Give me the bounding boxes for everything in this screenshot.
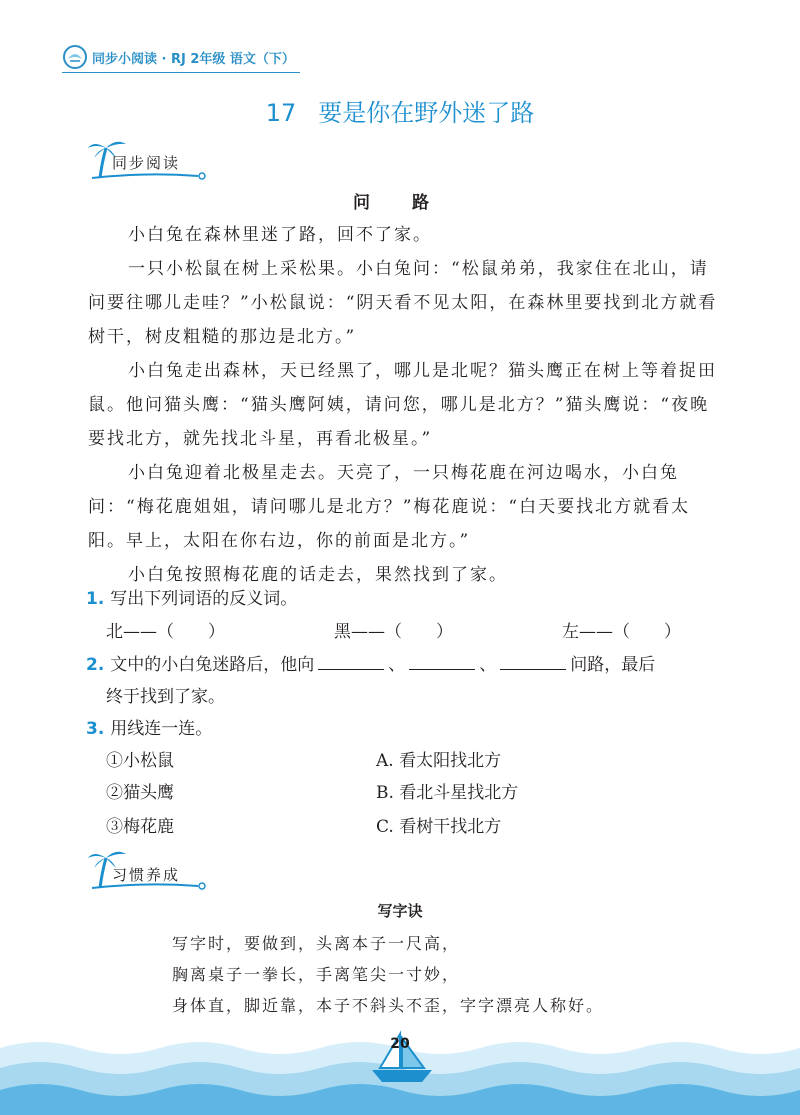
separator: 、	[388, 655, 406, 675]
question-text: 写出下列词语的反义词。	[110, 589, 298, 609]
story-paragraph: 小白兔走出森林，天已经黑了，哪儿是北呢？猫头鹰正在树上等着捉田鼠。他问猫头鹰：“猫头鹰阿姨，请问您，哪儿是北方？”猫头鹰说：“夜晚要找北方，就先找北斗星，再看北极星。”	[88, 361, 717, 449]
antonym-answer-field[interactable]: 黑——（ ）	[334, 622, 453, 642]
story-paragraph: 小白兔在森林里迷了路，回不了家。	[128, 225, 432, 245]
question-2-continuation: 终于找到了家。	[106, 687, 225, 707]
header-series-text: 同步小阅读 · RJ 2年级 语文（下）	[92, 52, 295, 67]
match-left-item[interactable]: ②猫头鹰	[106, 783, 174, 803]
question-text: 用线连一连。	[110, 719, 213, 739]
match-right-item[interactable]: C. 看树干找北方	[376, 817, 502, 837]
answer-blank[interactable]	[409, 655, 475, 670]
answer-blank[interactable]	[500, 655, 566, 670]
section-label-reading: 同步阅读	[112, 154, 181, 172]
poem-body	[172, 928, 604, 1021]
poem-line: 胸离桌子一拳长，手离笔尖一寸妙，	[172, 965, 461, 984]
separator: 、	[479, 655, 497, 675]
match-left-item[interactable]: ③梅花鹿	[106, 817, 174, 837]
match-right-item[interactable]: A. 看太阳找北方	[376, 751, 502, 771]
antonym-answer-field[interactable]: 北——（ ）	[106, 622, 225, 642]
antonym-answer-field[interactable]: 左——（ ）	[562, 622, 681, 642]
poem-title: 写字诀	[377, 902, 423, 920]
story-paragraph: 小白兔迎着北极星走去。天亮了，一只梅花鹿在河边喝水，小白兔问：“梅花鹿姐姐，请问哪儿是北方？”梅花鹿说：“白天要找北方就看太阳。早上，太阳在你右边，你的前面是北方。”	[88, 463, 691, 551]
match-left-item[interactable]: ①小松鼠	[106, 751, 174, 771]
header-rule	[62, 72, 300, 73]
question-2	[86, 650, 655, 675]
page-number: 20	[390, 1036, 410, 1052]
story-paragraph: 一只小松鼠在树上采松果。小白兔问：“松鼠弟弟，我家住在北山，请问要往哪儿走哇？”小松鼠说：“阴天看不见太阳，在森林里要找到北方就看树干，树皮粗糙的那边是北方。”	[88, 259, 718, 347]
lesson-number: 17	[265, 99, 297, 127]
page-header	[62, 44, 302, 70]
book-series-logo-icon	[62, 44, 88, 70]
question-number: 3.	[86, 719, 105, 739]
question-number: 1.	[86, 589, 105, 609]
question-3	[86, 714, 212, 739]
lesson-title-text: 要是你在野外迷了路	[318, 99, 535, 127]
question-text: 问路，最后	[570, 655, 656, 675]
story-paragraph: 小白兔按照梅花鹿的话走去，果然找到了家。	[128, 565, 508, 585]
question-1	[86, 584, 297, 609]
answer-blank[interactable]	[318, 655, 384, 670]
question-text: 文中的小白兔迷路后，他向	[110, 655, 315, 675]
match-right-item[interactable]: B. 看北斗星找北方	[376, 783, 519, 803]
section-badge-habit	[86, 846, 216, 896]
question-number: 2.	[86, 655, 105, 675]
lesson-title	[0, 93, 800, 128]
poem-line: 身体直，脚近靠，本子不斜头不歪，字字漂亮人称好。	[172, 996, 605, 1015]
story-body	[88, 218, 718, 592]
story-title: 问 路	[353, 193, 447, 213]
section-label-habit: 习惯养成	[112, 866, 181, 884]
poem-line: 写字时，要做到，头离本子一尺高，	[172, 934, 461, 953]
section-badge-reading	[86, 136, 216, 186]
